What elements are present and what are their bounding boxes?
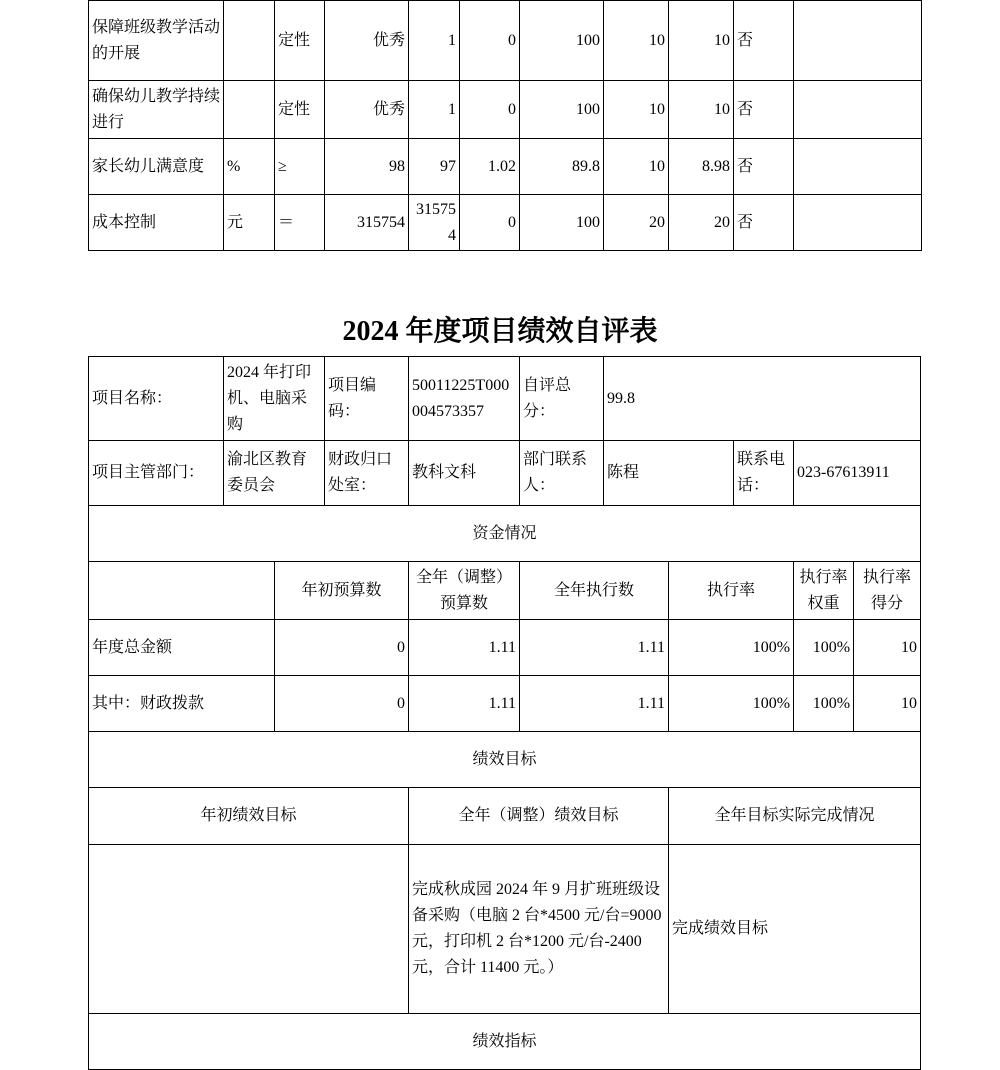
project-info-row — [89, 357, 921, 441]
funds-header: 执行率权重 — [794, 562, 854, 620]
funds-header: 全年（调整）预算数 — [409, 562, 520, 620]
funds-rate: 100% — [669, 676, 794, 732]
indicator-name: 确保幼儿教学持续进行 — [89, 81, 224, 139]
indicator-actual: 1 — [409, 81, 460, 139]
indicator-target: 315754 — [325, 195, 409, 251]
funds-header: 年初预算数 — [275, 562, 409, 620]
indicator-actual: 315754 — [409, 195, 460, 251]
goals-heading: 绩效目标 — [89, 732, 921, 788]
indicator-note — [794, 139, 922, 195]
funds-row — [89, 676, 921, 732]
phone-label: 联系电话： — [734, 441, 794, 506]
indicator-row — [89, 81, 922, 139]
indicator-op: 定性 — [275, 1, 325, 81]
indicator-unit: 元 — [224, 195, 275, 251]
indicator-unit — [224, 81, 275, 139]
indicator-op: ≥ — [275, 139, 325, 195]
indicator-target: 98 — [325, 139, 409, 195]
funds-executed: 1.11 — [520, 620, 669, 676]
project-code-label: 项目编码： — [325, 357, 409, 441]
indicator-score: 10 — [669, 81, 734, 139]
funds-header: 执行率 — [669, 562, 794, 620]
indicator-note — [794, 81, 922, 139]
indicator-actual: 1 — [409, 1, 460, 81]
finance-label: 财政归口处室： — [325, 441, 409, 506]
project-name: 2024 年打印机、电脑采购 — [224, 357, 325, 441]
project-name-label: 项目名称： — [89, 357, 224, 441]
dept: 渝北区教育委员会 — [224, 441, 325, 506]
indicator-flag: 否 — [734, 81, 794, 139]
indicator-score: 8.98 — [669, 139, 734, 195]
indicator-score-base: 100 — [520, 81, 604, 139]
indicator-target: 优秀 — [325, 1, 409, 81]
indicator-score-base: 100 — [520, 195, 604, 251]
funds-label: 年度总金额 — [89, 620, 275, 676]
goals-header: 年初绩效目标 — [89, 788, 409, 845]
goals-initial — [89, 845, 409, 1014]
indicator-score-base: 89.8 — [520, 139, 604, 195]
department-row — [89, 441, 921, 506]
funds-header: 全年执行数 — [520, 562, 669, 620]
contact: 陈程 — [604, 441, 734, 506]
indicator-op: ＝ — [275, 195, 325, 251]
indicator-note — [794, 195, 922, 251]
goals-row — [89, 845, 921, 1014]
indicator-score-base: 100 — [520, 1, 604, 81]
indicator-weight: 10 — [604, 1, 669, 81]
funds-header: 执行率得分 — [854, 562, 921, 620]
page-title: 2024 年度项目绩效自评表 — [342, 316, 658, 347]
goals-header: 全年（调整）绩效目标 — [409, 788, 669, 845]
indicator-name: 家长幼儿满意度 — [89, 139, 224, 195]
funds-adjusted: 1.11 — [409, 676, 520, 732]
indicator-row — [89, 1, 922, 81]
funds-rate: 100% — [669, 620, 794, 676]
indicator-score: 10 — [669, 1, 734, 81]
indicator-actual: 97 — [409, 139, 460, 195]
indicator-weight: 10 — [604, 81, 669, 139]
funds-score: 10 — [854, 676, 921, 732]
goals-actual: 完成绩效目标 — [669, 845, 921, 1014]
funds-weight: 100% — [794, 620, 854, 676]
indicators-heading: 绩效指标 — [89, 1014, 921, 1070]
indicator-name: 成本控制 — [89, 195, 224, 251]
indicator-flag: 否 — [734, 139, 794, 195]
project-code: 50011225T000004573357 — [409, 357, 520, 441]
indicator-target: 优秀 — [325, 81, 409, 139]
indicator-flag: 否 — [734, 195, 794, 251]
funds-weight: 100% — [794, 676, 854, 732]
indicator-rate: 0 — [460, 1, 520, 81]
funds-score: 10 — [854, 620, 921, 676]
finance: 教科文科 — [409, 441, 520, 506]
indicator-name: 保障班级教学活动的开展 — [89, 1, 224, 81]
indicator-row — [89, 195, 922, 251]
indicator-unit: % — [224, 139, 275, 195]
goals-header: 全年目标实际完成情况 — [669, 788, 921, 845]
indicator-weight: 10 — [604, 139, 669, 195]
dept-label: 项目主管部门： — [89, 441, 224, 506]
indicator-table-continued — [88, 0, 922, 251]
funds-row — [89, 620, 921, 676]
funds-initial: 0 — [275, 620, 409, 676]
goals-adjusted: 完成秋成园 2024 年 9 月扩班班级设备采购（电脑 2 台*4500 元/台=9000 元，打印机 2 台*1200 元/台-2400 元，合计 11400 元。） — [409, 845, 669, 1014]
funds-heading: 资金情况 — [89, 506, 921, 562]
indicator-weight: 20 — [604, 195, 669, 251]
self-score-label: 自评总分： — [520, 357, 604, 441]
funds-adjusted: 1.11 — [409, 620, 520, 676]
indicator-op: 定性 — [275, 81, 325, 139]
indicator-rate: 0 — [460, 81, 520, 139]
funds-header-blank — [89, 562, 275, 620]
self-score: 99.8 — [604, 357, 921, 441]
phone: 023-67613911 — [794, 441, 921, 506]
funds-header-row — [89, 562, 921, 620]
funds-label: 其中：财政拨款 — [89, 676, 275, 732]
self-evaluation-table — [88, 356, 921, 1070]
indicator-row — [89, 139, 922, 195]
indicator-note — [794, 1, 922, 81]
indicator-rate: 0 — [460, 195, 520, 251]
indicator-rate: 1.02 — [460, 139, 520, 195]
indicator-unit — [224, 1, 275, 81]
contact-label: 部门联系人： — [520, 441, 604, 506]
indicator-flag: 否 — [734, 1, 794, 81]
goals-header-row — [89, 788, 921, 845]
funds-executed: 1.11 — [520, 676, 669, 732]
indicator-score: 20 — [669, 195, 734, 251]
funds-initial: 0 — [275, 676, 409, 732]
